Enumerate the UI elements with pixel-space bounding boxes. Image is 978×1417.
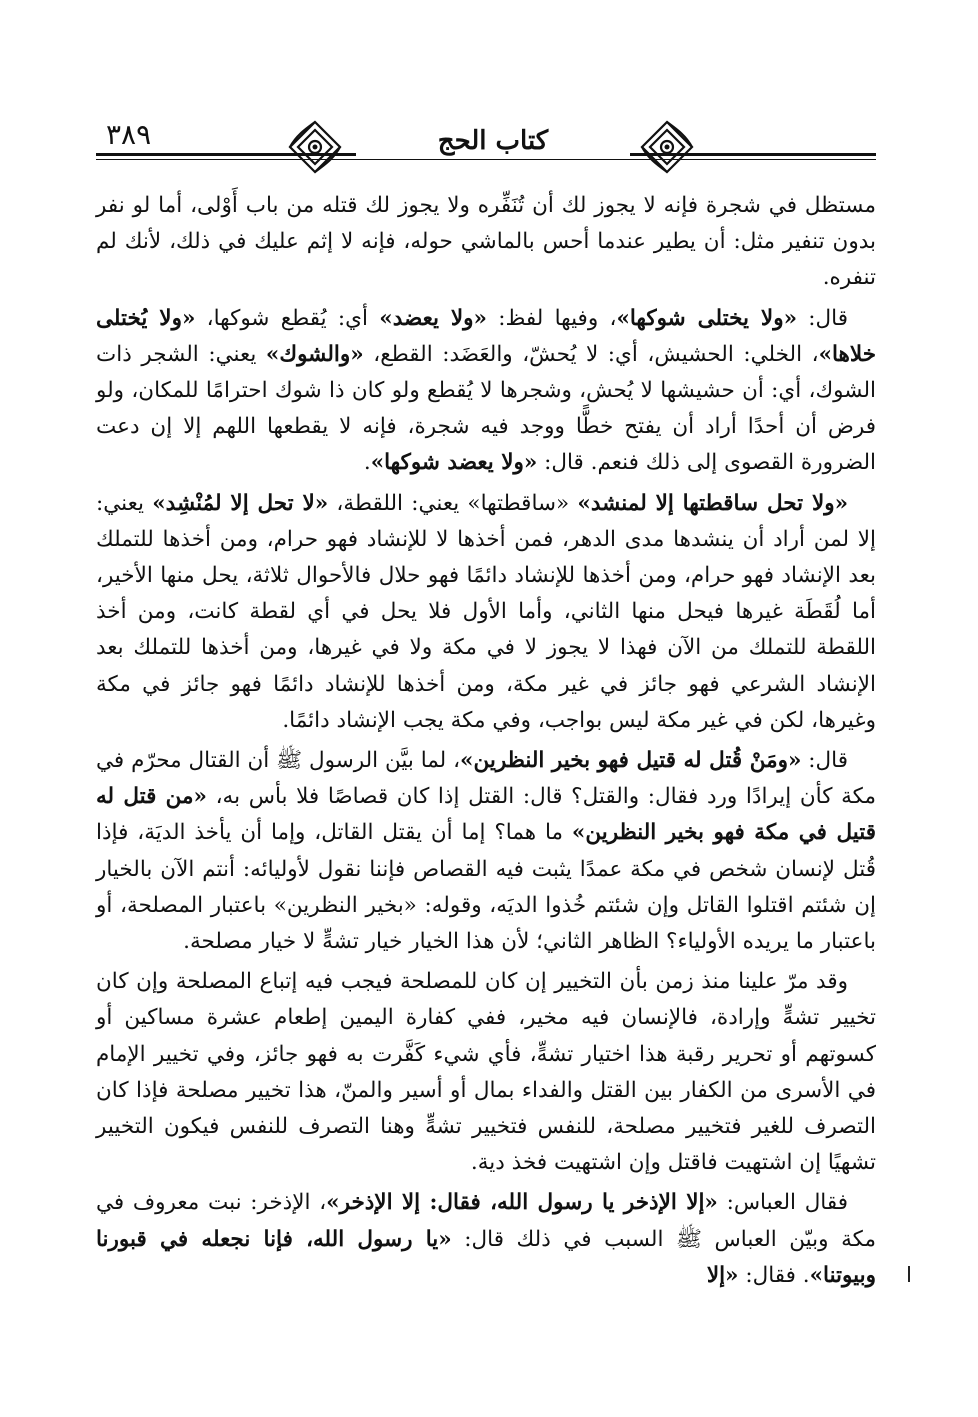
- commentary-text: ، وفيها لفظ:: [486, 305, 617, 331]
- chapter-title: كتاب الحج: [356, 126, 630, 156]
- commentary-text: أي: يُقطع شوكها،: [195, 305, 380, 331]
- quoted-hadith-text: «لا تحل إلا لمُنْشِد»: [152, 490, 329, 516]
- quoted-hadith-text: «ولا يعضد شوكها»: [370, 450, 538, 476]
- quoted-hadith-text: «ولا يُختلى خلاها»: [96, 305, 877, 367]
- commentary-text: يعني: الشجر ذات الشوك، أي: أن حشيشها لا يُحش، وشجرها لا يُقطع ولو كان ذا شوك احترامًا للمكان، ولو فرض أن أحدًا أراد أن يفتح خطًّا ووجد فيه شجرة، فإنه لا يقطعها اللهم إلا إن دعت الضرورة القصوى إلى ذلك فنعم. قال:: [96, 341, 876, 476]
- commentary-text: ، لما بيَّن الرسول ﷺ أن القتال محرّم في مكة كأن إيرادًا ورد فقال: والقتل؟ قال: القتل إذا كان قصاصًا فلا بأس به،: [96, 748, 876, 810]
- commentary-text: ما هما؟ إما أن يقتل القاتل، وإما أن يأخذ الديَة، فإذا قُتل لإنسان شخص في مكة عمدًا يثبت فيه القصاص فإننا نقول لأوليائه: أنتم الآن بالخيار إن شئتم اقتلوا القاتل وإن شئتم خُذوا الديَه، وقوله:: [96, 820, 876, 918]
- paragraph-p5: [96, 964, 876, 1181]
- commentary-text: فقال العباس:: [717, 1190, 849, 1216]
- page-header: [96, 108, 876, 180]
- commentary-text: ، الإذخر: نبت معروف في مكة وبيّن العباس ﷺ السبب في ذلك قال:: [96, 1190, 876, 1252]
- paragraph-p1: [96, 188, 876, 297]
- commentary-text: ، الخلي: الحشيش، أي: لا يُحشّ، والعَضَد: القطع،: [363, 341, 819, 367]
- page-number: ٣٨٩: [100, 118, 157, 151]
- paragraph-p4: [96, 743, 876, 960]
- commentary-text: .: [363, 450, 371, 476]
- commentary-text: «بخير النظرين»: [273, 892, 417, 918]
- commentary-text: يعني: إلا لمن أراد أن ينشدها مدى الدهر، فمن أخذها لا للإنشاد فهو حرام، ومن أخذها للتملك بعد الإنشاد فهو حرام، ومن أخذها للإنشاد دائمًا فهو حلال فالأحوال ثلاثة، يحل منها الأخير، أما لُقَطَة غيرها فيحل منها الثاني، وأما الأول فلا يحل في أي لقطة كانت، ومن أخذ اللقطة للتملك من الآن فهذا لا يجوز لا في مكة ولا في غيرها، ومن أخذها للتملك بعد الإنشاد الشرعي فهو جائز في غير مكة، ومن أخذها للإنشاد دائمًا فهو جائز في مكة وغيرها، لكن في غير مكة ليس بواجب، وفي مكة يجب الإنشاد دائمًا.: [96, 490, 876, 733]
- scan-mark: [908, 1266, 910, 1282]
- commentary-text: باعتبار المصلحة، أو باعتبار ما يريده الأولياء؟ الظاهر الثاني؛ لأن هذا الخيار خيار تشهٍّ لا خيار مصلحة.: [96, 892, 876, 955]
- quoted-hadith-text: «ولا تحل ساقطتها إلا لمنشد»: [577, 490, 849, 516]
- commentary-text: وقد مرّ علينا منذ زمن بأن التخيير إن كان للمصلحة فيجب فيه إتباع المصلحة وإن كان تخيير تشهٍّ وإرادة، فالإنسان فيه مخير، ففي كفارة اليمين إطعام عشرة مساكين أو كسوتهم أو تحرير رقبة هذا اختيار تشهٍّ، فأي شيء كَفَّرت به فهو جائز، وفي تخيير الإمام في الأسرى من الكفار بين القتل والفداء بمال أو أسير والمنّ، هذا تخيير مصلحة فإذا كان التصرف للغير فتخيير مصلحة، للنفس فتخيير تشهٍّ وهنا التصرف للنفس فيكون التخيير تشهيًا إن اشتهيت فاقتل وإن اشتهيت فخذ دية.: [96, 969, 876, 1176]
- quoted-hadith-text: «إلا الإذخر يا رسول الله، فقال: إلا الإذخر»: [326, 1190, 718, 1216]
- commentary-text: قال:: [797, 305, 848, 331]
- ornament-right-icon: [638, 118, 696, 176]
- quoted-hadith-text: «ولا يختلى شوكها»: [616, 305, 798, 331]
- commentary-text: «ساقطتها» يعني: اللقطة،: [328, 490, 578, 516]
- quoted-hadith-text: «والشوك»: [265, 341, 364, 367]
- quoted-hadith-text: «من قتل له قتيل في مكة فهو بخير النظرين»: [96, 784, 876, 846]
- header-rule-thin: [96, 159, 876, 160]
- ornament-left-icon: [286, 118, 344, 176]
- quoted-hadith-text: «ولا يعضد»: [379, 305, 487, 331]
- quoted-hadith-text: «إلا: [706, 1262, 739, 1288]
- paragraph-p6: [96, 1185, 876, 1294]
- quoted-hadith-text: «ومَنْ قُتل له قتيل فهو بخير النظرين»: [460, 748, 802, 774]
- quoted-hadith-text: «يا رسول الله، فإنا نجعله في قبورنا وبيوتنا»: [96, 1226, 876, 1288]
- paragraph-p2: [96, 301, 876, 482]
- paragraph-p3: [96, 486, 876, 739]
- page-body: [96, 188, 876, 1298]
- commentary-text: مستظل في شجرة فإنه لا يجوز لك أن تُنَفِّره ولا يجوز لك قتله من باب أَوْلى، أما لو نفر بدون تنفير مثل: أن يطير عندما أحس بالماشي حوله، فإنه لا إثم عليك في ذلك، لأنك لم تنفره.: [96, 193, 876, 291]
- commentary-text: . فقال:: [738, 1262, 810, 1288]
- commentary-text: قال:: [801, 748, 848, 774]
